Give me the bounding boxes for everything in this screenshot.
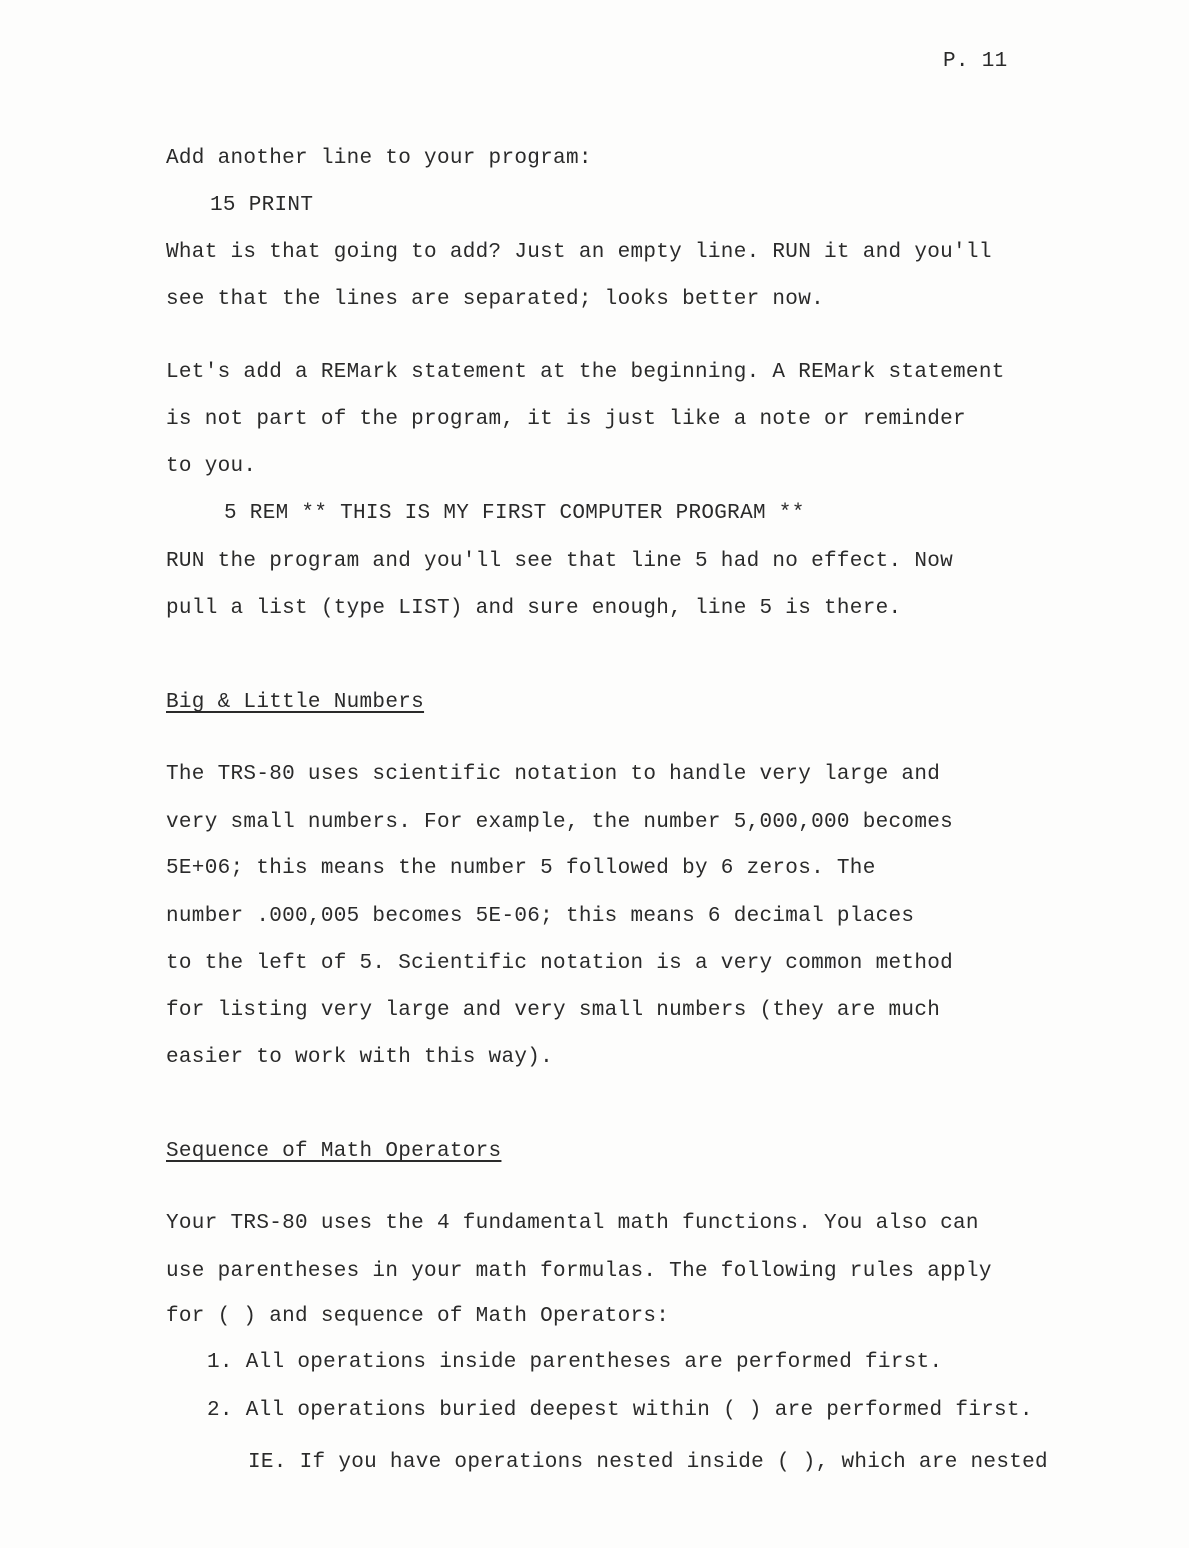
rule-item-2: 2. All operations buried deepest within ( ) are performed first.: [207, 1399, 1033, 1422]
paragraph-line: to you.: [166, 455, 257, 478]
paragraph-line: Let's add a REMark statement at the beginning. A REMark statement: [166, 361, 1005, 384]
paragraph-line: see that the lines are separated; looks better now.: [166, 288, 825, 311]
paragraph-line: What is that going to add? Just an empty line. RUN it and you'll: [166, 241, 992, 264]
paragraph-line: pull a list (type LIST) and sure enough, line 5 is there.: [166, 597, 902, 620]
paragraph-line: Your TRS-80 uses the 4 fundamental math functions. You also can: [166, 1212, 979, 1235]
section-heading-big-little-numbers: Big & Little Numbers: [166, 691, 425, 714]
paragraph-line: use parentheses in your math formulas. The following rules apply: [166, 1260, 992, 1283]
page-number: P. 11: [943, 50, 1008, 73]
intro-line: Add another line to your program:: [166, 147, 592, 170]
paragraph-line: very small numbers. For example, the number 5,000,000 becomes: [166, 811, 954, 834]
section-heading-sequence-math-operators: Sequence of Math Operators: [166, 1140, 502, 1163]
code-line-5: 5 REM ** THIS IS MY FIRST COMPUTER PROGRAM **: [224, 502, 805, 525]
rule-item-1: 1. All operations inside parentheses are performed first.: [207, 1351, 943, 1374]
paragraph-line: RUN the program and you'll see that line 5 had no effect. Now: [166, 550, 954, 573]
paragraph-line: easier to work with this way).: [166, 1046, 554, 1069]
paragraph-line: 5E+06; this means the number 5 followed by 6 zeros. The: [166, 857, 876, 880]
paragraph-line: for ( ) and sequence of Math Operators:: [166, 1305, 670, 1328]
code-line-15: 15 PRINT: [210, 194, 314, 217]
paragraph-line: to the left of 5. Scientific notation is a very common method: [166, 952, 954, 975]
paragraph-line: is not part of the program, it is just like a note or reminder: [166, 408, 966, 431]
paragraph-line: The TRS-80 uses scientific notation to handle very large and: [166, 763, 941, 786]
note-line: IE. If you have operations nested inside ( ), which are nested: [248, 1451, 1048, 1474]
paragraph-line: for listing very large and very small numbers (they are much: [166, 999, 941, 1022]
paragraph-line: number .000,005 becomes 5E-06; this means 6 decimal places: [166, 905, 915, 928]
